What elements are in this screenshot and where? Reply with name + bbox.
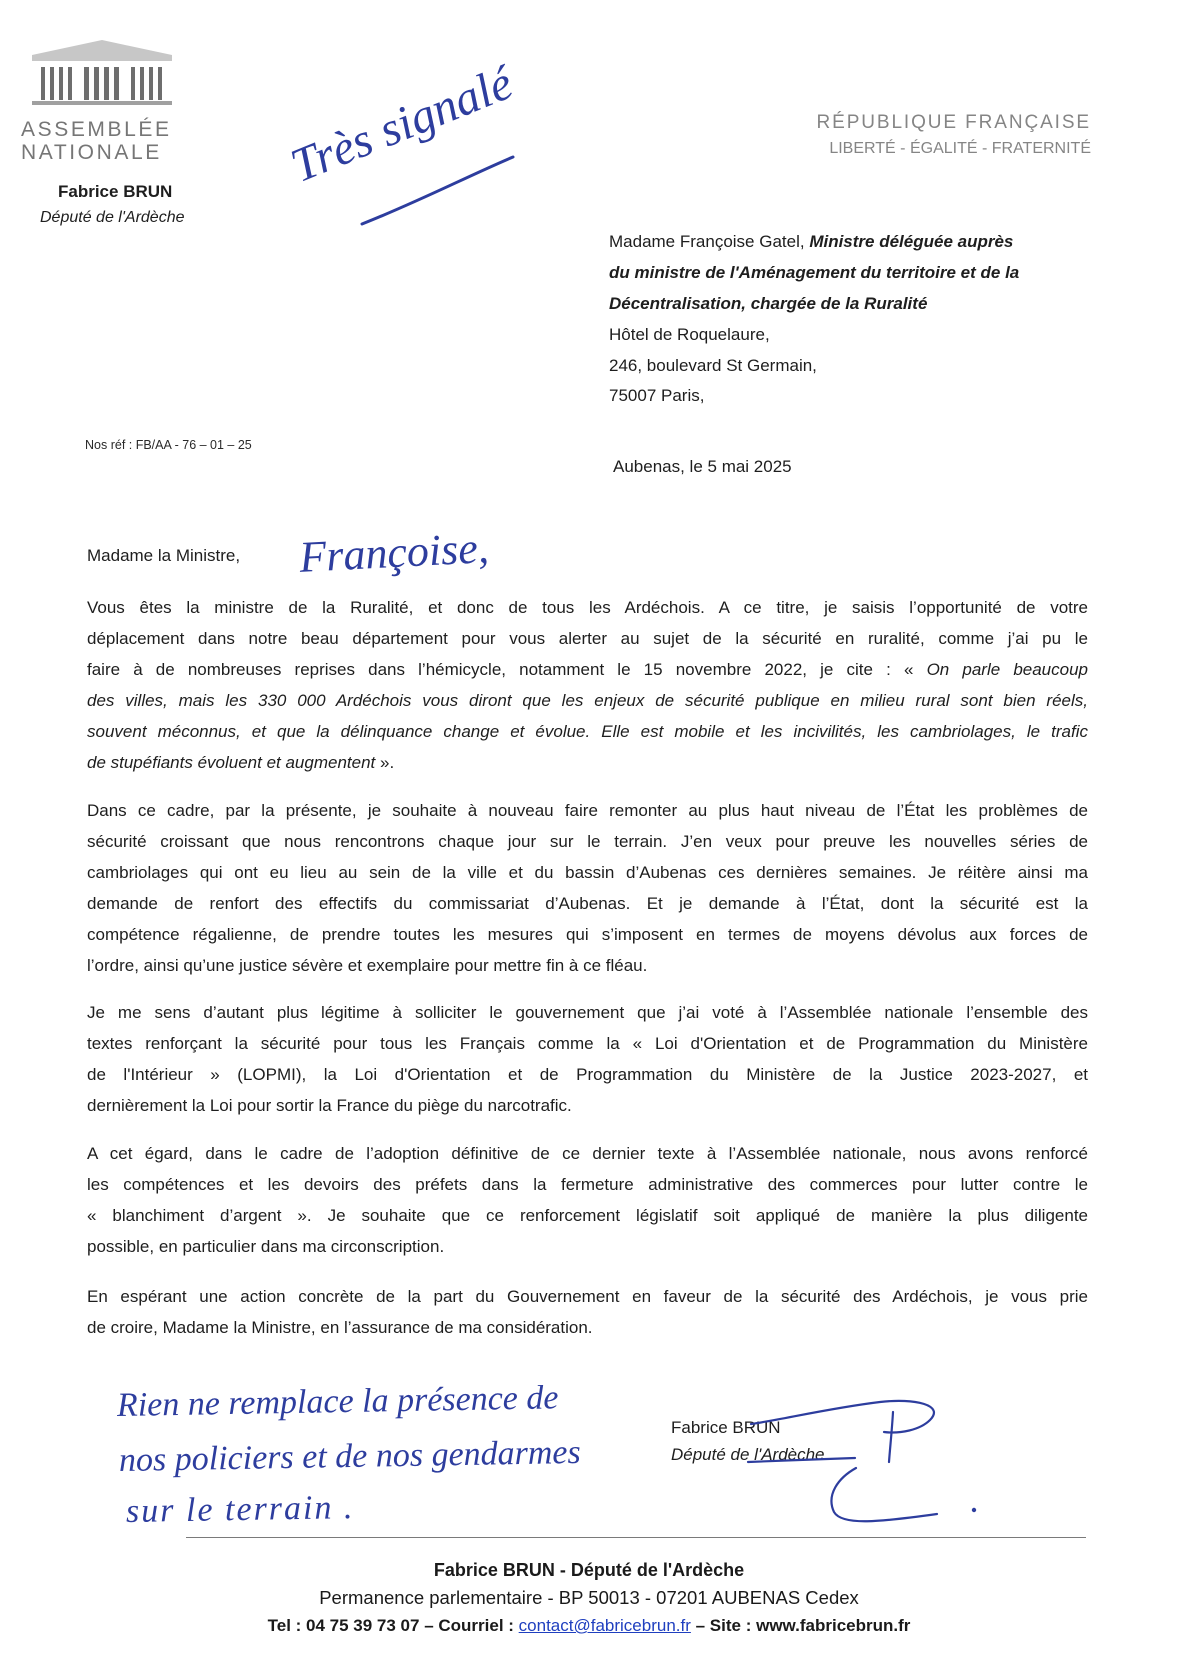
signature-stroke [889,1412,893,1462]
paragraph-line [87,747,1088,778]
line-text: l’ordre, ainsi qu’une justice sévère et exemplaire pour mettre fin à ce fléau. [87,956,648,976]
handwritten-salutation-addition: Françoise, [298,523,490,582]
italic-text-segment: Ministre déléguée auprès [809,232,1014,251]
line-text: de croire, Madame la Ministre, en l’assurance de ma considération. [87,1318,593,1338]
paragraph-line [87,857,1088,888]
footer-divider [186,1537,1086,1538]
footer-contact-line [0,1615,1178,1637]
body-paragraph [87,997,1088,1121]
text-segment: Madame Françoise Gatel, [609,232,810,251]
recipient-address-line [609,381,1149,412]
line-text: demande de renfort des effectifs du commissariat d’Aubenas. Et je demande à l’État, dont la sécurité est la [87,894,1088,914]
paragraph-line [87,685,1088,716]
logo-columns [41,67,162,100]
handwritten-top-annotation: Très signalé [283,56,520,193]
line-text [87,685,1088,716]
logo-column [50,67,54,100]
footer-name-title: Fabrice BRUN - Député de l'Ardèche [433,1560,745,1580]
republic-motto: LIBERTÉ - ÉGALITÉ - FRATERNITÉ [829,140,1091,157]
paragraph-line [87,1281,1088,1312]
logo-column [94,67,99,100]
paragraph-line [87,623,1088,654]
paragraph-line [87,592,1088,623]
line-text: Vous êtes la ministre de la Ruralité, et donc de tous les Ardéchois. A ce titre, je saisis l’opportunité de votre [87,598,1088,617]
logo-column [68,67,72,100]
italic-text-segment: souvent méconnus, et que la délinquance change et évolue. Elle est mobile et les incivilités, les cambriolages, le trafic [87,722,1088,742]
italic-text-segment: On parle beaucoup [926,660,1089,680]
ink-dot [972,1508,976,1512]
reference-number: Nos réf : FB/AA - 76 – 01 – 25 [85,438,252,452]
line-text: cambriolages qui ont eu lieu au sein de la ville et du bassin d’Aubenas ces dernières semaines. Je réitère ainsi ma [87,863,1088,883]
logo-column [149,67,153,100]
line-text [609,227,1013,258]
recipient-address-line [609,227,1149,258]
paragraph-line [87,654,1088,685]
logo-base [32,101,172,105]
logo-column [104,67,109,100]
logo-column [41,67,45,100]
line-text: Je me sens d’autant plus légitime à solliciter le gouvernement que j’ai voté à l’Assemblée nationale l’ensemble des [87,1003,1088,1022]
logo-pediment [32,40,172,61]
footer-email-link[interactable]: contact@fabricebrun.fr [518,1616,691,1635]
salutation: Madame la Ministre, [87,546,241,565]
paragraph-line [87,1169,1088,1200]
line-text [87,654,1088,685]
logo-column [140,67,144,100]
text-segment: faire à de nombreuses reprises dans l’hémicycle, notamment le 15 novembre 2022, je cite : « [87,660,927,680]
paragraph-line [87,1138,1088,1169]
italic-text-segment: du ministre de l'Aménagement du territoire et de la [609,262,1020,282]
line-text [87,747,394,778]
paragraph-line [87,1200,1088,1231]
footer-phone-label: Tel : 04 75 39 73 07 – Courriel : [267,1616,519,1635]
body-paragraph [87,1138,1088,1262]
line-text: Dans ce cadre, par la présente, je souhaite à nouveau faire remonter au plus haut niveau de l’État les problèmes de [87,801,1088,820]
annotation-underline-stroke [362,157,513,224]
paragraph-line [87,716,1088,747]
paragraph-line [87,1028,1088,1059]
footer-postal-address: Permanence parlementaire - BP 50013 - 07201 AUBENAS Cedex [319,1587,859,1608]
logo-column [59,67,63,100]
line-text: 246, boulevard St Germain, [609,355,817,375]
signature-stroke [831,1468,937,1521]
logo-text-assemblee: ASSEMBLÉE [21,118,172,141]
line-text: 75007 Paris, [609,386,705,406]
recipient-address-line [609,351,1149,382]
republique-francaise-heading: RÉPUBLIQUE FRANÇAISE [816,112,1091,133]
signature-title: Député de l'Ardèche [671,1445,825,1464]
paragraph-line [87,919,1088,950]
text-segment: ». [375,753,395,773]
line-text: compétence régalienne, de prendre toutes les mesures qui s’imposent en termes de moyens dévolus aux forces de [87,925,1088,945]
logo-text-nationale: NATIONALE [21,141,162,164]
line-text [87,716,1088,747]
line-text: « blanchiment d’argent ». Je souhaite que ce renforcement législatif soit appliqué de manière la plus diligente [87,1206,1088,1226]
signature-name: Fabrice BRUN [671,1418,781,1437]
line-text [609,258,1019,289]
sender-title: Député de l'Ardèche [40,209,185,226]
line-text: Hôtel de Roquelaure, [609,324,770,344]
handwritten-closing-note-line: nos policiers et de nos gendarmes [118,1433,582,1479]
body-paragraph [87,592,1088,779]
line-text: possible, en particulier dans ma circonscription. [87,1237,445,1257]
paragraph-line [87,1059,1088,1090]
paragraph-line [87,1231,1088,1262]
recipient-address-line [609,289,1149,320]
line-text: les compétences et les devoirs des préfets dans la fermeture administrative des commerces pour lutter contre le [87,1175,1088,1195]
paragraph-line [87,1312,1088,1343]
logo-column [131,67,135,100]
line-text: de l'Intérieur » (LOPMI), la Loi d'Orientation et de Programmation du Ministère de la Justice 2023-2027, et [87,1065,1088,1085]
body-paragraph [87,795,1088,982]
italic-text-segment: de stupéfiants évoluent et augmentent [87,753,376,773]
line-text: A cet égard, dans le cadre de l’adoption définitive de ce dernier texte à l’Assemblée nationale, nous avons renforcé [87,1144,1088,1163]
paragraph-line [87,795,1088,826]
recipient-address-line [609,320,1149,351]
line-text: En espérant une action concrète de la part du Gouvernement en faveur de la sécurité des Ardéchois, je vous prie [87,1287,1088,1306]
body-paragraph [87,1281,1088,1343]
paragraph-line [87,826,1088,857]
line-text: dernièrement la Loi pour sortir la France du piège du narcotrafic. [87,1096,572,1116]
paragraph-line [87,997,1088,1028]
assemblee-nationale-building-icon [32,37,172,107]
place-and-date: Aubenas, le 5 mai 2025 [613,457,792,476]
italic-text-segment: des villes, mais les 330 000 Ardéchois vous diront que les enjeux de sécurité publique en milieu rural sont bien réels, [87,691,1088,711]
line-text: sécurité croissant que nous rencontrons chaque jour sur le terrain. J’en veux pour preuve les nouvelles séries de [87,832,1088,852]
line-text: textes renforçant la sécurité pour tous les Français comme la « Loi d'Orientation et de Programmation du Ministère [87,1034,1088,1054]
line-text: déplacement dans notre beau département pour vous alerter au sujet de la sécurité en ruralité, comme j’ai pu le [87,629,1088,649]
logo-column [114,67,119,100]
handwritten-closing-note-line: sur le terrain . [125,1489,355,1530]
sender-name: Fabrice BRUN [58,182,173,201]
paragraph-line [87,888,1088,919]
footer-website: – Site : www.fabricebrun.fr [690,1616,911,1635]
italic-text-segment: Décentralisation, chargée de la Ruralité [609,293,928,313]
logo-column [84,67,89,100]
handwritten-closing-note-line: Rien ne remplace la présence de [116,1379,559,1424]
recipient-address-block [609,227,1149,412]
line-text [609,289,927,320]
logo-column [158,67,162,100]
paragraph-line [87,1090,1088,1121]
recipient-address-line [609,258,1149,289]
paragraph-line [87,950,1088,981]
